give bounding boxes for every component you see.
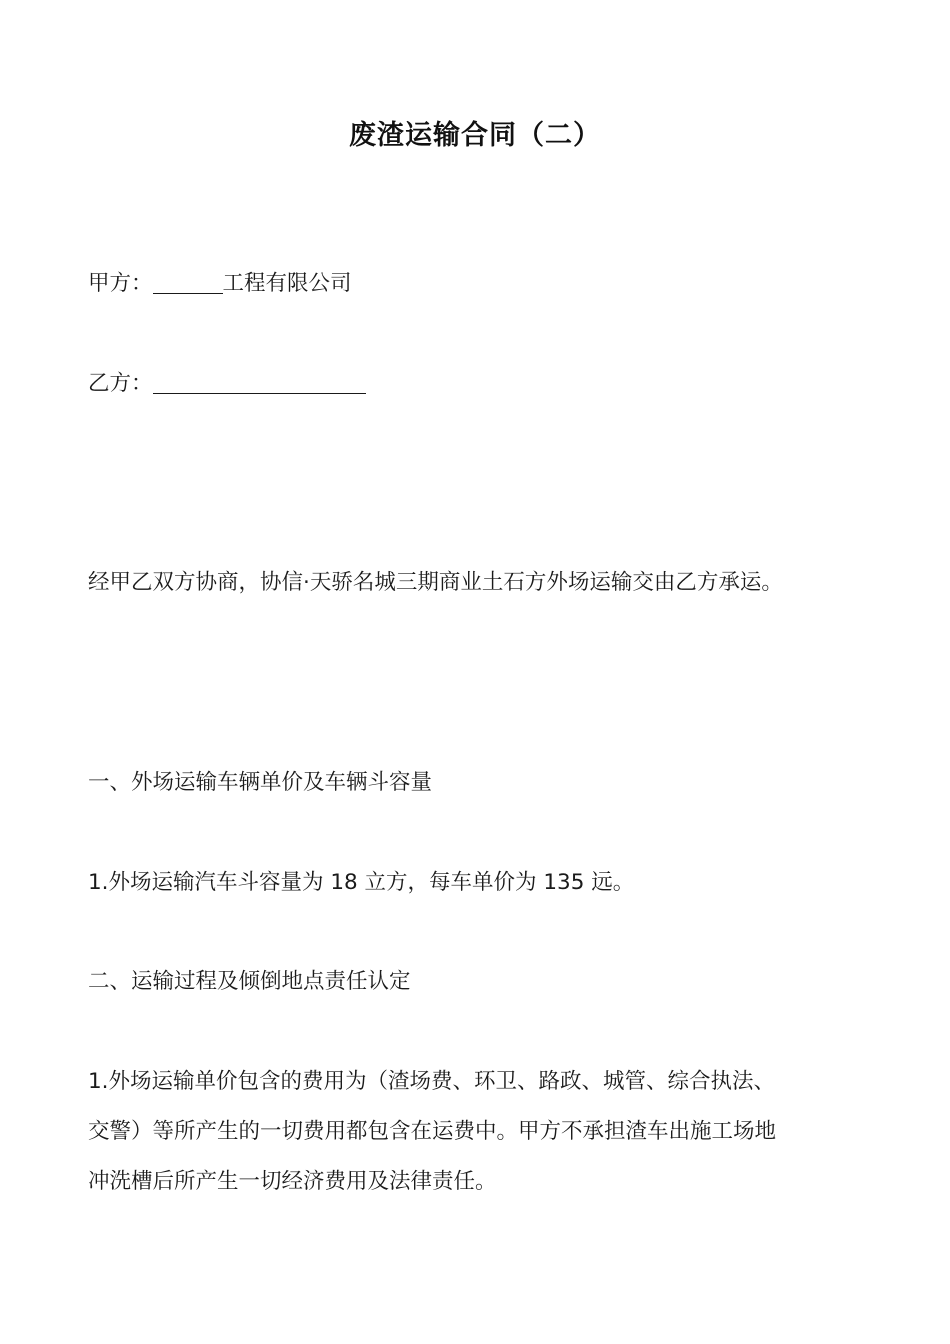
party-a-label: 甲方： (88, 271, 153, 296)
section-2-item-1-line-3: 冲洗槽后所产生一切经济费用及法律责任。 (88, 1169, 497, 1194)
party-b-label: 乙方： (88, 371, 153, 396)
party-b-line (88, 366, 868, 402)
section-2-heading: 二、运输过程及倾倒地点责任认定 (88, 969, 411, 994)
section-2-item-1-line-2: 交警）等所产生的一切费用都包含在运费中。甲方不承担渣车出施工场地 (88, 1119, 777, 1144)
section-2-item-1-line-1: 1.外场运输单价包含的费用为（渣场费、环卫、路政、城管、综合执法、 (88, 1069, 776, 1094)
intro-paragraph: 经甲乙双方协商，协信·天骄名城三期商业土石方外场运输交由乙方承运。 (88, 570, 783, 595)
document-title: 废渣运输合同（二） (349, 120, 601, 151)
section-1-item-1: 1.外场运输汽车斗容量为 18 立方，每车单价为 135 远。 (88, 870, 635, 895)
party-a-name-blank (153, 271, 223, 294)
section-1-heading: 一、外场运输车辆单价及车辆斗容量 (88, 770, 433, 795)
section-2-item-1 (88, 1057, 868, 1207)
party-a-suffix: 工程有限公司 (222, 271, 352, 296)
party-b-name-blank (153, 371, 366, 394)
party-a-line (88, 266, 868, 302)
